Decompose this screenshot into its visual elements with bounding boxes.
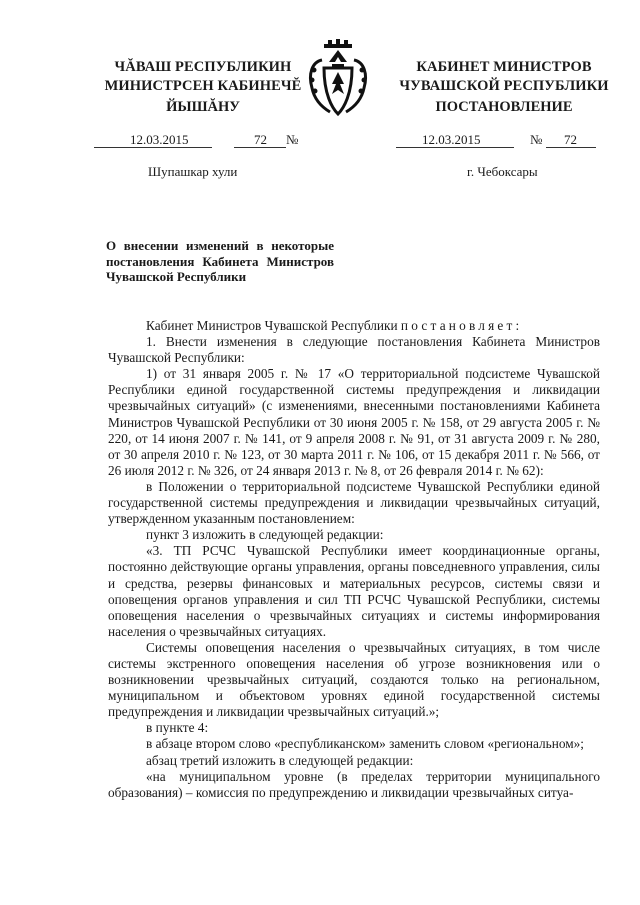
body-paragraph: Системы оповещения населения о чрезвычайных ситуациях, в том числе системы экстренного оповещения населения об угрозе возникновения или о возникновении чрезвычайных ситуаций, создаются только на региональном, муниципальном и объектовом уровнях единой государственной системы предупреждения и ликвидации чрезвычайных ситуаций.»;: [108, 639, 600, 720]
intro-spaced: постановляет:: [400, 318, 523, 333]
body-paragraph: пункт 3 изложить в следующей редакции:: [146, 527, 384, 543]
document-subject: О внесении изменений в некоторые постановления Кабинета Министров Чувашской Республики: [106, 238, 334, 284]
left-no-sign: №: [286, 132, 299, 147]
body-paragraph: в пункте 4:: [146, 720, 209, 736]
right-header-line1: КАБИНЕТ МИНИСТРОВ: [416, 59, 592, 75]
body-paragraph: «3. ТП РСЧС Чувашской Республики имеет координационные органы, постоянно действующие органы управления, органы повседневного управления, силы и средства, резервы финансовых и материальных ресурсов, системы связи и оповещения органов управления и сил ТП РСЧС Чувашской Республики, системы оповещения населения о чрезвычайных ситуациях и системы информирования населения о чрезвычайных ситуациях.: [108, 543, 600, 639]
left-header-line1: ЧĂВАШ РЕСПУБЛИКИН: [114, 59, 292, 75]
left-header: [92, 58, 314, 96]
document-body: [108, 318, 600, 801]
left-header-line2: МИНИСТРСЕН КАБИНЕЧĔ: [104, 78, 302, 94]
body-paragraph: абзац третий изложить в следующей редакции:: [146, 752, 414, 768]
body-paragraph: 1. Внести изменения в следующие постановления Кабинета Министров Чувашской Республики:: [108, 334, 600, 366]
body-paragraph: 1) от 31 января 2005 г. № 17 «О территориальной подсистеме Чувашской Республики единой государственной системы предупреждения и ликвидации чрезвычайных ситуаций» (с изменениями, внесенными постановлениями Кабинета Министров Чувашской Республики от 30 июня 2005 г. № 158, от 29 августа 2005 г. № 220, от 14 июня 2007 г. № 141, от 9 апреля 2008 г. № 91, от 31 августа 2009 г. № 280, от 30 апреля 2010 г. № 123, от 30 марта 2011 г. № 106, от 15 декабря 2011 г. № 566, от 26 июля 2012 г. № 326, от 24 января 2013 г. № 8, от 26 февраля 2014 г. № 62):: [108, 366, 600, 478]
left-number: 72: [254, 132, 267, 147]
left-city: Шупашкар хули: [148, 164, 238, 179]
right-no-sign: №: [530, 132, 543, 147]
left-date: 12.03.2015: [130, 132, 189, 147]
body-paragraph: «на муниципальном уровне (в пределах территории муниципального образования) – комиссия по предупреждению и ликвидации чрезвычайных ситуа-: [108, 768, 600, 800]
coat-of-arms-icon: [302, 38, 374, 118]
right-header: [393, 58, 615, 96]
right-header-line2: ЧУВАШСКОЙ РЕСПУБЛИКИ: [399, 78, 609, 94]
right-date: 12.03.2015: [422, 132, 481, 147]
body-paragraph: в абзаце втором слово «республиканском» заменить словом «региональном»;: [146, 736, 585, 752]
right-number: 72: [564, 132, 577, 147]
left-doc-type: ЙЫШĂНУ: [166, 99, 240, 115]
intro-paragraph: [108, 318, 600, 334]
intro-prefix: Кабинет Министров Чувашской Республики: [146, 318, 398, 333]
right-city: г. Чебоксары: [467, 164, 538, 179]
body-paragraph: в Положении о территориальной подсистеме Чувашской Республики единой государственной системы предупреждения и ликвидации чрезвычайных ситуаций, утвержденном указанным постановлением:: [108, 478, 600, 527]
right-doc-type: ПОСТАНОВЛЕНИЕ: [435, 99, 573, 115]
